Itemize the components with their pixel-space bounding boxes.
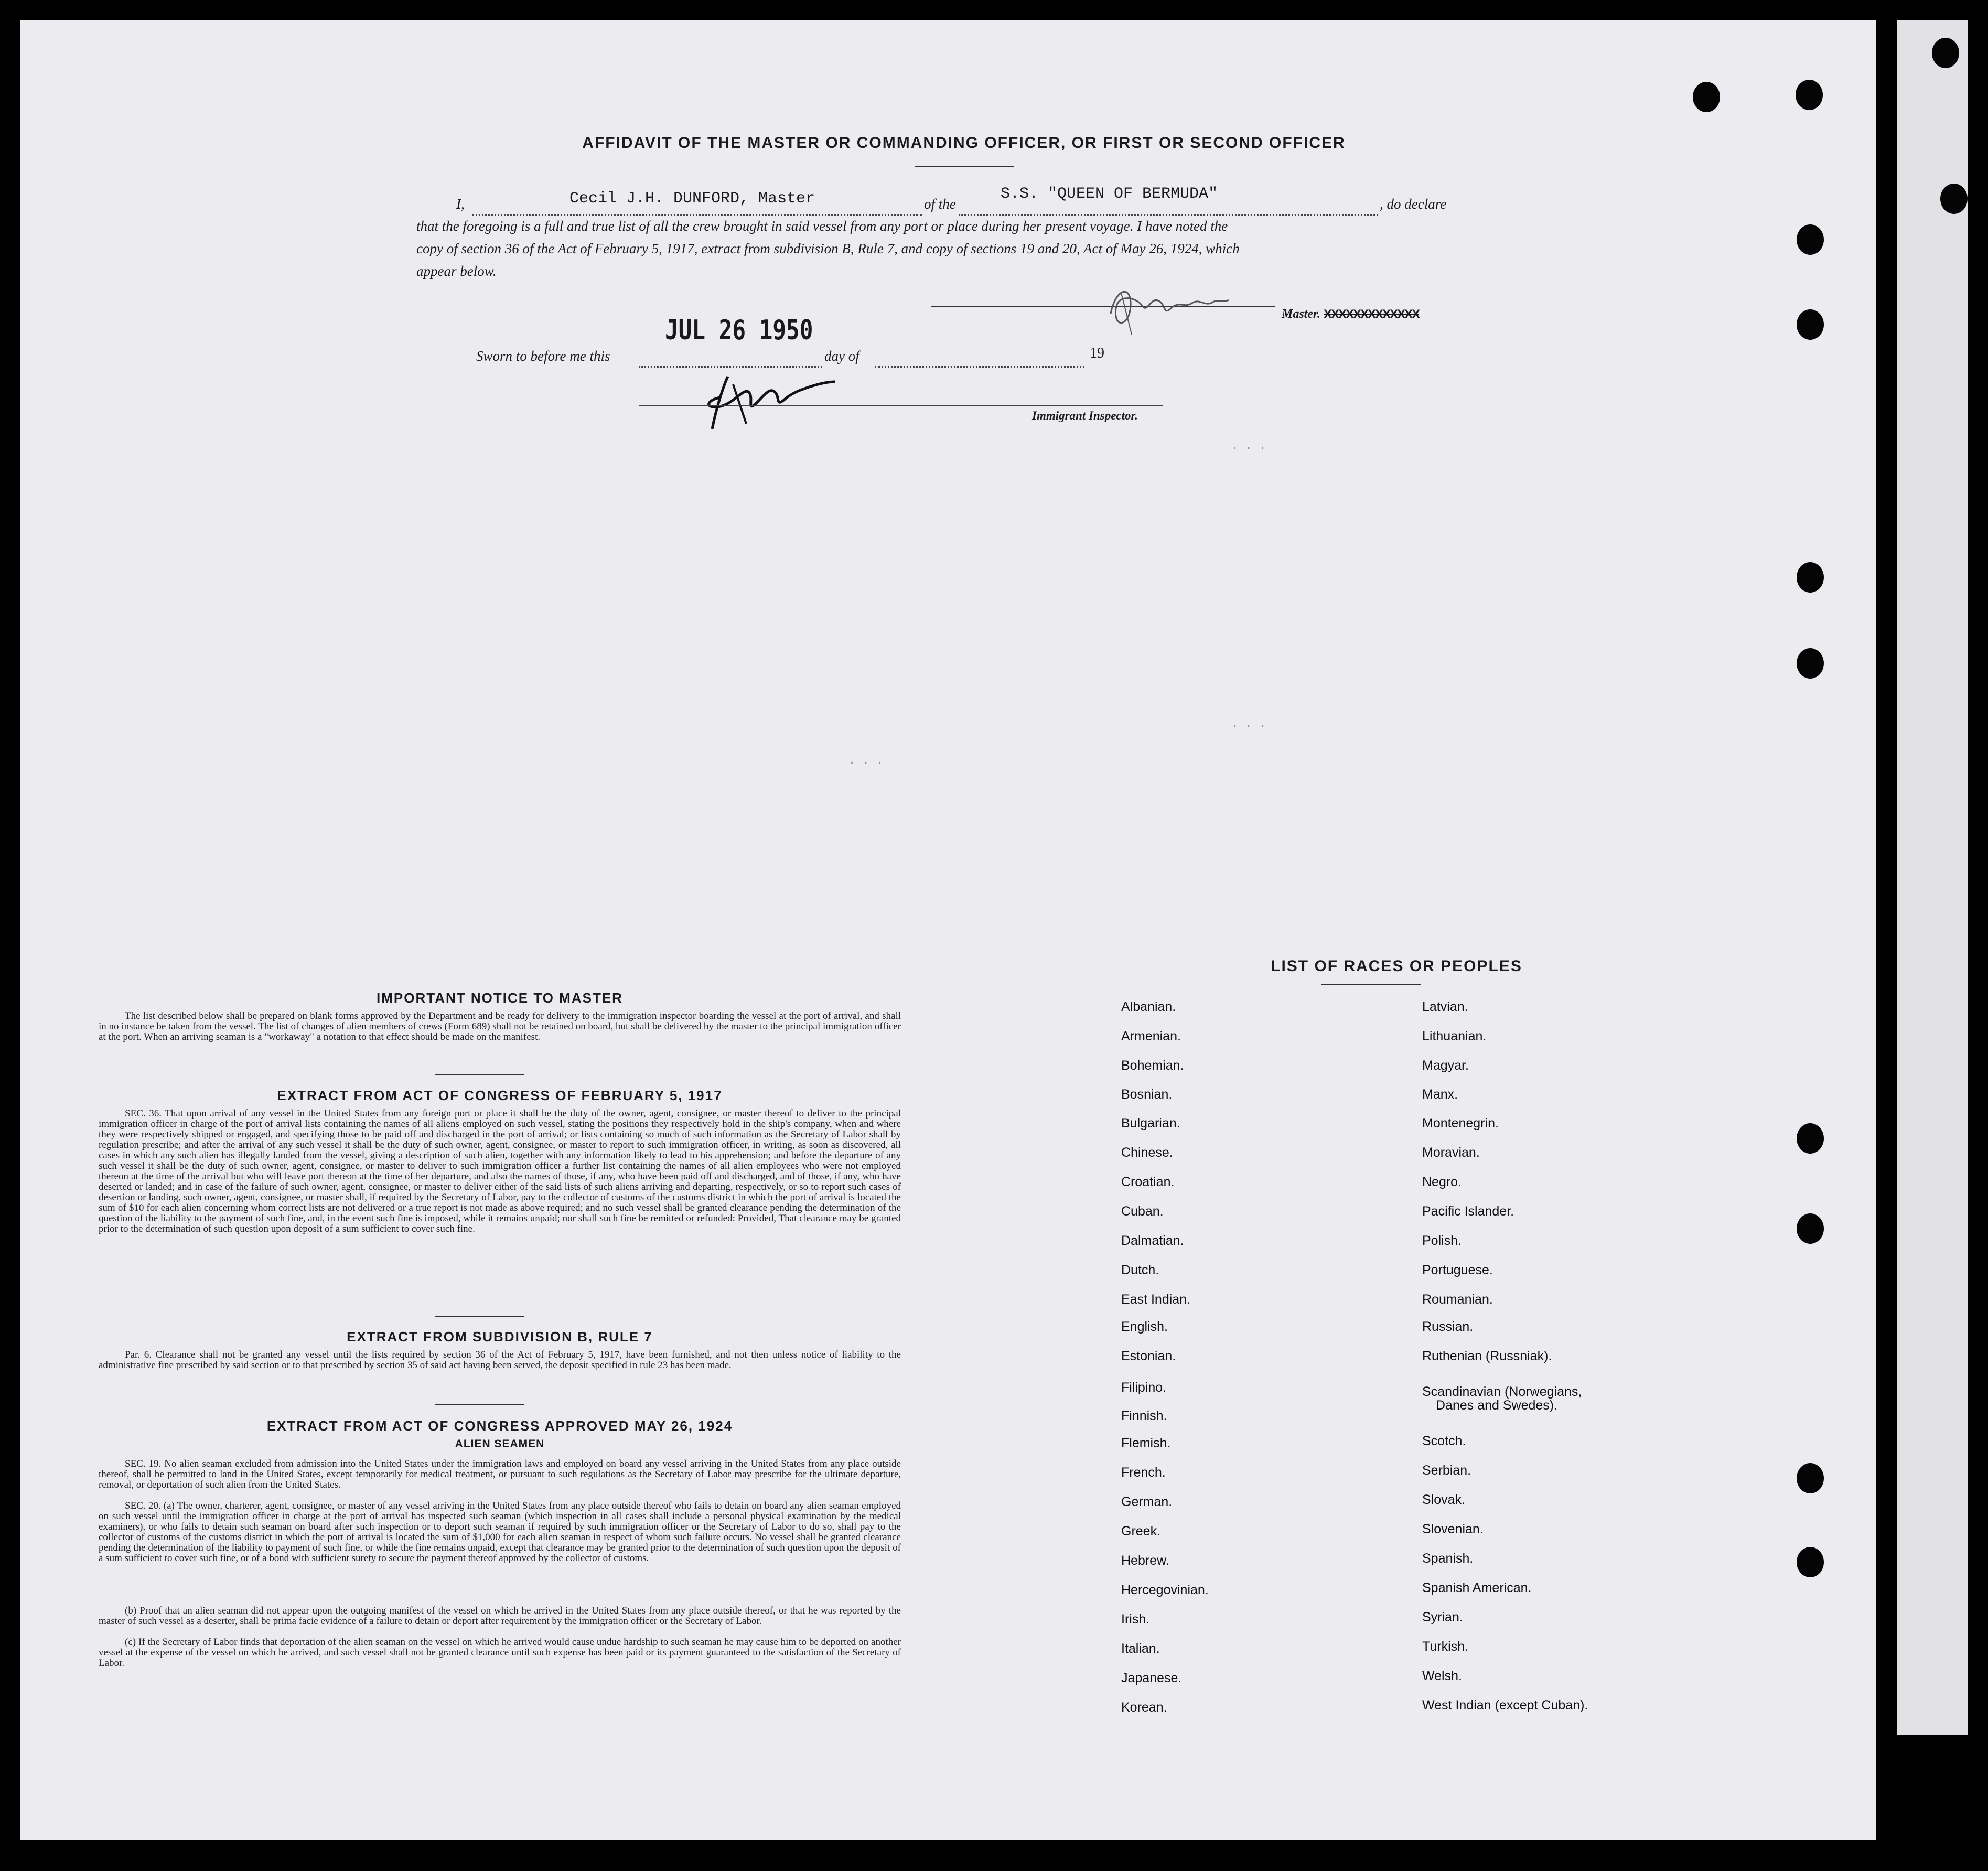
race-slovak: Slovak. [1422, 1492, 1465, 1507]
race-greek: Greek. [1121, 1524, 1161, 1539]
date-stamp: JUL 26 1950 [665, 315, 813, 346]
race-lithuanian: Lithuanian. [1422, 1029, 1487, 1044]
race-russian: Russian. [1422, 1319, 1474, 1334]
sworn-label: Sworn to before me this [476, 348, 610, 364]
extract-rule7-title: EXTRACT FROM SUBDIVISION B, RULE 7 [347, 1329, 653, 1345]
bleed-through-1: . . . [1231, 439, 1266, 453]
extract-1924-title: EXTRACT FROM ACT OF CONGRESS APPROVED MAY 26, 1924 [266, 1418, 733, 1434]
race-negro: Negro. [1422, 1175, 1462, 1189]
statement-line-1: that the foregoing is a full and true list of all the crew brought in said vessel from any port or place during her present voyage. I have noted the [416, 218, 1228, 234]
punch-hole-1 [1797, 224, 1824, 255]
punch-hole-6 [1797, 1213, 1824, 1244]
race-french: French. [1121, 1465, 1166, 1480]
inspector-label: Immigrant Inspector. [1032, 409, 1138, 422]
race-flemish: Flemish. [1121, 1436, 1171, 1450]
punch-hole-5 [1797, 1123, 1824, 1154]
race-hercegovinian: Hercegovinian. [1121, 1583, 1209, 1597]
race-estonian: Estonian. [1121, 1349, 1176, 1363]
race-korean: Korean. [1121, 1700, 1167, 1715]
master-name: Cecil J.H. DUNFORD, Master [569, 190, 815, 208]
year-prefix: 19 [1090, 345, 1104, 361]
race-bosnian: Bosnian. [1121, 1087, 1173, 1102]
race-polish: Polish. [1422, 1233, 1462, 1248]
race-bulgarian: Bulgarian. [1121, 1116, 1180, 1131]
punch-hole-2 [1797, 309, 1824, 340]
extract-1924-sec20c: (c) If the Secretary of Labor finds that deportation of the alien seaman on the vessel on which he arrived would cause undue hardship to such seaman he may cause him to be deported on another vessel at the expense of the vessel on which he arrived, and such vessel shall not be granted clearance until such expense has been paid or its payment guaranteed to the satisfaction of the Secretary of Labor. [99, 1637, 901, 1669]
master-signature [1100, 277, 1237, 340]
race-dutch: Dutch. [1121, 1263, 1159, 1277]
race-spanish-american: Spanish American. [1422, 1580, 1532, 1595]
race-montenegrin: Montenegrin. [1422, 1116, 1499, 1131]
race-ruthenian: Ruthenian (Russniak). [1422, 1349, 1552, 1363]
races-title: LIST OF RACES OR PEOPLES [1271, 958, 1522, 975]
race-moravian: Moravian. [1422, 1145, 1480, 1160]
month-line [875, 366, 1084, 368]
race-syrian: Syrian. [1422, 1610, 1463, 1625]
race-filipino: Filipino. [1121, 1380, 1167, 1395]
extract-1924-sec19: SEC. 19. No alien seaman excluded from admission into the United States under the immigration laws and employed on board any vessel arriving in the United States from any place outside thereof, shall be permitted to land in the United States, except temporarily for medical treatment, or pursuant to such regulations as the Secretary of Labor may prescribe for the ultimate departure, removal, or deportation of such alien from the United States. [99, 1458, 901, 1490]
adjacent-sheet-edge [1897, 20, 1968, 1735]
race-hebrew: Hebrew. [1121, 1553, 1169, 1568]
punch-hole-3 [1797, 562, 1824, 593]
race-albanian: Albanian. [1121, 999, 1176, 1014]
race-spanish: Spanish. [1422, 1551, 1474, 1566]
extract-1917-divider [435, 1316, 524, 1317]
race-pacific-islander: Pacific Islander. [1422, 1204, 1514, 1219]
bleed-through-2: . . . [1231, 717, 1266, 730]
notice-body: The list described below shall be prepared on blank forms approved by the Department and be ready for delivery to the immigration inspector boarding the vessel at the port of arrival, and shall in no instance be taken from the vessel. The list of changes of alien members of crews (Form 689) shall not be retained on board, but shall be delivered by the master to the principal immigration officer at the port. When an arriving seaman is a "workaway" a notation to that effect should be made on the manifest. [99, 1010, 901, 1042]
extract-rule7-divider [435, 1404, 524, 1405]
race-scandinavian: Scandinavian (Norwegians, [1422, 1384, 1582, 1399]
document-page [20, 20, 1876, 1840]
race-portuguese: Portuguese. [1422, 1263, 1493, 1277]
race-finnish: Finnish. [1121, 1408, 1167, 1423]
inspector-line [639, 405, 1163, 406]
race-english: English. [1121, 1319, 1168, 1334]
race-magyar: Magyar. [1422, 1058, 1469, 1073]
race-west-indian: West Indian (except Cuban). [1422, 1698, 1588, 1713]
extract-1924-sec20a: SEC. 20. (a) The owner, charterer, agent, consignee, or master of any vessel arriving in the United States from any place outside thereof who fails to detain on board any alien seaman employed on such vessel until the immigration officer in charge at the port of arrival has inspected such seaman (which inspection in all cases shall include a personal physical examination by the medical examiners), or who fails to detain such seaman on board after such inspection or to deport such seaman if required by such immigration officer or the Secretary of Labor to do so, shall pay to the collector of customs of the customs district in which the port of arrival is located the sum of $1,000 for each alien seaman in respect of whom such failure occurs. No vessel shall be granted clearance pending the determination of the liability to payment of such fine, or while the fine remains unpaid, except that clearance may be granted prior to the determination of such question upon the deposit of a sum sufficient to cover such fine, or of a bond with sufficient surety to secure the payment thereof approved by the collector of customs. [99, 1500, 901, 1564]
master-struck-text: XXXXXXXXXXXXX [1324, 307, 1420, 321]
inspector-signature [696, 366, 843, 439]
extract-1917-title: EXTRACT FROM ACT OF CONGRESS OF FEBRUARY 5, 1917 [277, 1088, 723, 1103]
race-armenian: Armenian. [1121, 1029, 1181, 1044]
extract-rule7-body: Par. 6. Clearance shall not be granted any vessel until the lists required by section 36 of the Act of February 5, 1917, have been furnished, and not then unless notice of liability to the administrative fine prescribed by said section or to that prescribed by section 35 of said act having been served, the deposit specified in rule 23 has been made. [99, 1349, 901, 1371]
punch-hole-8 [1797, 1547, 1824, 1577]
race-irish: Irish. [1121, 1612, 1150, 1627]
race-german: German. [1121, 1494, 1173, 1509]
i-label: I, [456, 196, 465, 212]
race-dalmatian: Dalmatian. [1121, 1233, 1184, 1248]
race-scotch: Scotch. [1422, 1434, 1466, 1448]
race-italian: Italian. [1121, 1641, 1160, 1656]
extract-1924-sec20b: (b) Proof that an alien seaman did not appear upon the outgoing manifest of the vessel on which he arrived in the United States from any place outside thereof, or that he was reported by the master of such vessel as a deserter, shall be prima facie evidence of a failure to detain or deport after requirement by the immigration officer or the Secretary of Labor. [99, 1605, 901, 1627]
punch-hole-7 [1797, 1463, 1824, 1493]
do-declare-label: , do declare [1380, 196, 1447, 212]
race-scandinavian-cont: Danes and Swedes). [1436, 1398, 1558, 1413]
race-serbian: Serbian. [1422, 1463, 1471, 1478]
punch-hole-top-1 [1693, 82, 1720, 112]
extract-1924-subtitle: ALIEN SEAMEN [455, 1438, 545, 1450]
title-divider [915, 166, 1014, 167]
race-cuban: Cuban. [1121, 1204, 1164, 1219]
race-roumanian: Roumanian. [1422, 1292, 1493, 1307]
day-of-label: day of [824, 348, 859, 364]
extract-1917-body: SEC. 36. That upon arrival of any vessel in the United States from any foreign port or place it shall be the duty of the owner, agent, consignee, or master thereof to deliver to the principal immigration officer in charge of the port of arrival lists containing the names of all aliens employed on such vessel, stating the positions they respectively hold in the ship's company, when and where they were respectively shipped or engaged, and specifying those to be paid off and discharged in the port of arrival; or lists containing so much of such information as the Secretary of Labor shall by regulation prescribe; and after the arrival of any such vessel it shall be the duty of such owner, agent, consignee, or master to report to such immigration officer, in writing, as soon as discovered, all cases in which any such alien has illegally landed from the vessel, giving a description of such alien, together with any information likely to lead to his apprehension; and before the departure of any such vessel it shall be the duty of such owner, agent, consignee, or master to deliver to such immigration officer a further list containing the names of all alien employees who were not employed thereon at the time of the arrival but who will leave port thereon at the time of her departure, and also the names of those, if any, who have been paid off and discharged, and of those, if any, who have deserted or landed; and in case of the failure of such owner, agent, consignee, or master to deliver either of the said lists of such aliens arriving and departing, respectively, or so to report such cases of desertion or landing, such owner, agent, consignee, or master shall, if required by the Secretary of Labor, pay to the collector of customs of the customs district in which the port of arrival is located the sum of $10 for each alien concerning whom correct lists are not delivered or a true report is not made as above required; and no such vessel shall be granted clearance pending the determination of the question of the liability to the payment of such fine, and, in the event such fine is imposed, while it remains unpaid; nor shall such fine be remitted or refunded: Provided, That clearance may be granted prior to the determination of such question upon deposit of a sum sufficient to cover such fine. [99, 1108, 901, 1234]
race-latvian: Latvian. [1422, 999, 1468, 1014]
master-label: Master. [1282, 307, 1321, 321]
race-croatian: Croatian. [1121, 1175, 1175, 1189]
punch-hole-edge-2 [1940, 184, 1968, 214]
affidavit-title: AFFIDAVIT OF THE MASTER OR COMMANDING OFFICER, OR FIRST OR SECOND OFFICER [582, 134, 1346, 152]
statement-line-2: copy of section 36 of the Act of February 5, 1917, extract from subdivision B, Rule 7, and copy of sections 19 and 20, Act of May 26, 1924, which [416, 241, 1240, 256]
race-slovenian: Slovenian. [1422, 1522, 1484, 1536]
race-chinese: Chinese. [1121, 1145, 1173, 1160]
notice-title: IMPORTANT NOTICE TO MASTER [377, 990, 623, 1006]
punch-hole-4 [1797, 648, 1824, 679]
punch-hole-edge-1 [1932, 38, 1959, 68]
bleed-through-3: . . . [848, 754, 884, 767]
punch-hole-top-2 [1796, 80, 1823, 110]
statement-line-3: appear below. [416, 263, 497, 279]
race-japanese: Japanese. [1121, 1671, 1182, 1685]
of-the-label: of the [924, 196, 956, 212]
race-turkish: Turkish. [1422, 1639, 1468, 1654]
race-manx: Manx. [1422, 1087, 1458, 1102]
race-welsh: Welsh. [1422, 1669, 1462, 1683]
races-divider [1321, 984, 1421, 985]
vessel-name: S.S. "QUEEN OF BERMUDA" [1001, 185, 1218, 203]
race-bohemian: Bohemian. [1121, 1058, 1184, 1073]
race-east-indian: East Indian. [1121, 1292, 1191, 1307]
notice-divider [435, 1074, 524, 1075]
